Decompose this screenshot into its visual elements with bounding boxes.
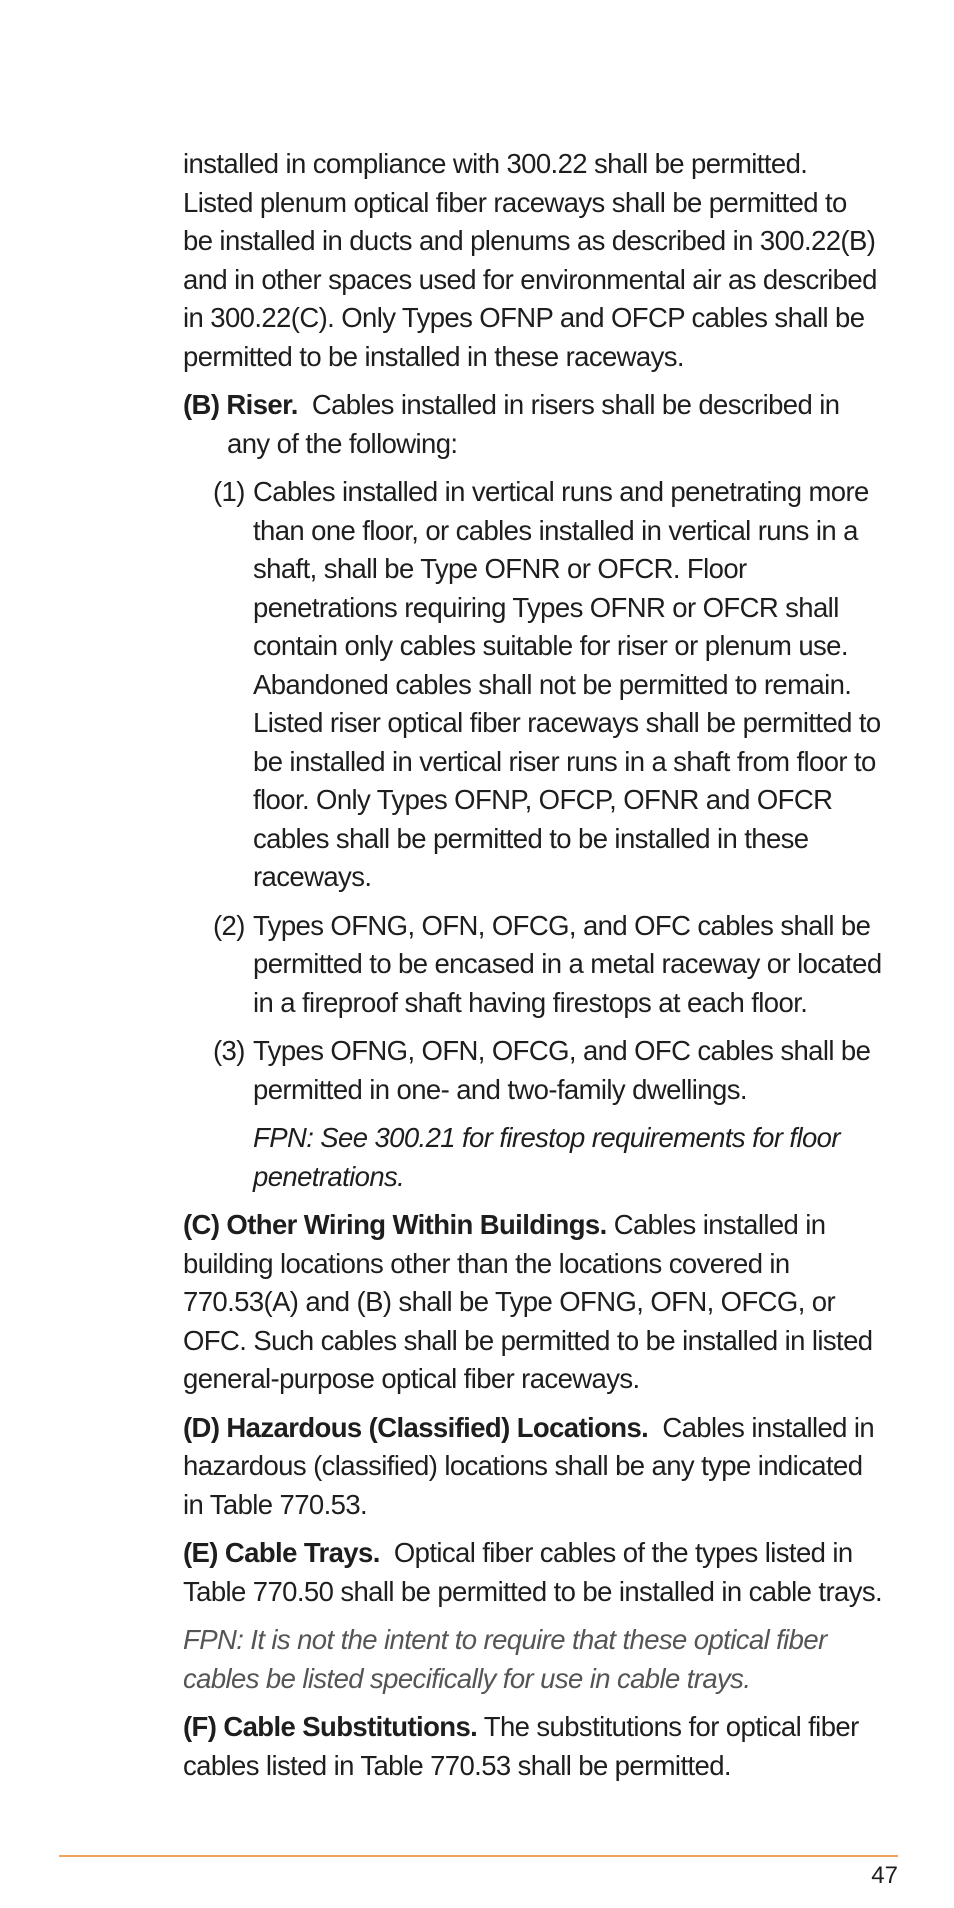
page-body	[183, 145, 883, 1795]
section-e-cable-trays	[183, 1534, 883, 1611]
list-item	[213, 907, 883, 1023]
list-item-text: Types OFNG, OFN, OFCG, and OFC cables shall be permitted to be encased in a metal raceway or located in a fireproof shaft having firestops at each floor.	[253, 909, 882, 1018]
list-item	[213, 1032, 883, 1109]
list-item-number: (1)	[213, 476, 245, 507]
section-b-heading: (B) Riser.	[183, 389, 298, 420]
riser-fpn-note: FPN: See 300.21 for firestop requirements for floor penetrations.	[253, 1122, 840, 1192]
section-b-text: Cables installed in risers shall be described in any of the following:	[227, 389, 840, 459]
section-d-heading: (D) Hazardous (Classified) Locations.	[183, 1411, 649, 1443]
list-item-number: (2)	[213, 909, 245, 941]
section-c-other-wiring	[183, 1206, 883, 1399]
intro-paragraph: installed in compliance with 300.22 shall be permitted. Listed plenum optical fiber raceways shall be permitted to be installed in ducts and plenums as described in 300.22(B) and in other spaces used for environmental air as described in 300.22(C). Only Types OFNP and OFCP cables shall be permitted to be installed in these raceways.	[183, 148, 877, 372]
section-b-riser	[183, 386, 883, 463]
section-c-text: Cables installed in building locations other than the locations covered in 770.53(A) and (B) shall be Type OFNG, OFN, OFCG, or OFC. Such cables shall be permitted to be installed in listed general-purpose optical fiber raceways.	[183, 1209, 873, 1394]
section-c-heading: (C) Other Wiring Within Buildings.	[183, 1209, 607, 1240]
section-e-text: Optical fiber cables of the types listed in Table 770.50 shall be permitted to be installed in cable trays.	[183, 1537, 883, 1607]
list-item	[213, 473, 883, 897]
list-item-text: Types OFNG, OFN, OFCG, and OFC cables shall be permitted in one- and two-family dwellings.	[253, 1035, 871, 1105]
section-f-heading: (F) Cable Substitutions.	[183, 1711, 478, 1742]
list-item-text: Cables installed in vertical runs and penetrating more than one floor, or cables installed in vertical runs in a shaft, shall be Type OFNR or OFCR. Floor penetrations requiring Types OFNR or OFCR shall contain only cables suitable for riser or plenum use. Abandoned cables shall not be permitted to remain. Listed riser optical fiber raceways shall be permitted to be installed in vertical riser runs in a shaft from floor to floor. Only Types OFNP, OFCP, OFNR and OFCR cables shall be permitted to be installed in these raceways.	[253, 476, 881, 892]
section-f-text: The substitutions for optical fiber cables listed in Table 770.53 shall be permitted.	[183, 1711, 859, 1781]
section-e-heading: (E) Cable Trays.	[183, 1537, 380, 1568]
list-item-number: (3)	[213, 1035, 245, 1066]
section-d-text: Cables installed in hazardous (classified) locations shall be any type indicated in Table 770.53.	[183, 1411, 875, 1520]
section-f-substitutions	[183, 1708, 883, 1785]
cable-trays-fpn-note: FPN: It is not the intent to require that these optical fiber cables be listed specifically for use in cable trays.	[183, 1624, 827, 1694]
page-number: 47	[871, 1862, 898, 1889]
riser-list	[213, 473, 883, 1109]
section-d-hazardous	[183, 1409, 883, 1525]
footer-rule	[59, 1855, 898, 1857]
